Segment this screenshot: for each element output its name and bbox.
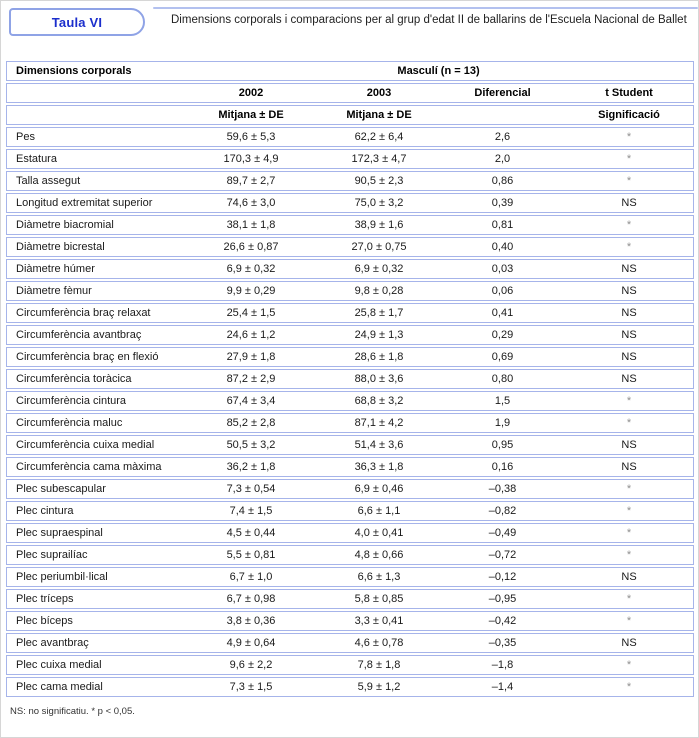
value-diferencial: 0,81 xyxy=(440,215,565,235)
value-significacio: * xyxy=(565,611,694,631)
value-2003: 6,9 ± 0,32 xyxy=(318,259,440,279)
table-caption: Dimensions corporals i comparacions per al grup d'edat II de ballarins de l'Escuela Nacional de Ballet xyxy=(171,14,687,26)
value-diferencial: –0,95 xyxy=(440,589,565,609)
value-2002: 26,6 ± 0,87 xyxy=(184,237,318,257)
value-2003: 36,3 ± 1,8 xyxy=(318,457,440,477)
value-2003: 5,9 ± 1,2 xyxy=(318,677,440,697)
value-2003: 172,3 ± 4,7 xyxy=(318,149,440,169)
value-2002: 7,3 ± 1,5 xyxy=(184,677,318,697)
value-2003: 68,8 ± 3,2 xyxy=(318,391,440,411)
value-2003: 62,2 ± 6,4 xyxy=(318,127,440,147)
value-2002: 89,7 ± 2,7 xyxy=(184,171,318,191)
value-diferencial: 1,5 xyxy=(440,391,565,411)
value-2003: 3,3 ± 0,41 xyxy=(318,611,440,631)
value-significacio: NS xyxy=(565,281,694,301)
value-2003: 6,9 ± 0,46 xyxy=(318,479,440,499)
value-2002: 170,3 ± 4,9 xyxy=(184,149,318,169)
table-row xyxy=(6,479,694,499)
value-2003: 4,6 ± 0,78 xyxy=(318,633,440,653)
value-2002: 25,4 ± 1,5 xyxy=(184,303,318,323)
value-2002: 36,2 ± 1,8 xyxy=(184,457,318,477)
value-significacio: * xyxy=(565,479,694,499)
dimension-label: Talla assegut xyxy=(6,171,184,191)
value-significacio: * xyxy=(565,413,694,433)
value-significacio: * xyxy=(565,127,694,147)
table-row xyxy=(6,523,694,543)
dimension-label: Diàmetre biacromial xyxy=(6,215,184,235)
value-significacio: * xyxy=(565,677,694,697)
year-header-row xyxy=(6,83,694,103)
value-2003: 4,0 ± 0,41 xyxy=(318,523,440,543)
value-diferencial: 0,39 xyxy=(440,193,565,213)
value-diferencial: 0,86 xyxy=(440,171,565,191)
value-2002: 87,2 ± 2,9 xyxy=(184,369,318,389)
dimension-label: Plec periumbil·lical xyxy=(6,567,184,587)
value-2002: 85,2 ± 2,8 xyxy=(184,413,318,433)
value-diferencial: 0,69 xyxy=(440,347,565,367)
table-row xyxy=(6,391,694,411)
table-row xyxy=(6,347,694,367)
significacio-header: Significació xyxy=(565,105,694,125)
dimension-label: Diàmetre bicrestal xyxy=(6,237,184,257)
value-2003: 4,8 ± 0,66 xyxy=(318,545,440,565)
value-2003: 24,9 ± 1,3 xyxy=(318,325,440,345)
dimension-label: Diàmetre fèmur xyxy=(6,281,184,301)
value-2002: 6,9 ± 0,32 xyxy=(184,259,318,279)
caption-rule xyxy=(153,7,698,9)
value-2003: 27,0 ± 0,75 xyxy=(318,237,440,257)
value-2003: 7,8 ± 1,8 xyxy=(318,655,440,675)
value-2003: 38,9 ± 1,6 xyxy=(318,215,440,235)
year-2002-header: 2002 xyxy=(184,83,318,103)
value-2003: 51,4 ± 3,6 xyxy=(318,435,440,455)
group-header-row xyxy=(6,61,694,81)
value-diferencial: –1,4 xyxy=(440,677,565,697)
group-header: Masculí (n = 13) xyxy=(184,61,694,81)
value-significacio: NS xyxy=(565,347,694,367)
value-2002: 7,3 ± 0,54 xyxy=(184,479,318,499)
dimension-label: Plec cintura xyxy=(6,501,184,521)
mitjana-de-2002: Mitjana ± DE xyxy=(184,105,318,125)
value-2003: 6,6 ± 1,1 xyxy=(318,501,440,521)
table-row xyxy=(6,611,694,631)
dimension-label: Circumferència cama màxima xyxy=(6,457,184,477)
table-row xyxy=(6,149,694,169)
table-row xyxy=(6,545,694,565)
empty-cell xyxy=(440,105,565,125)
value-diferencial: 0,80 xyxy=(440,369,565,389)
dimension-label: Plec suprailíac xyxy=(6,545,184,565)
table-row xyxy=(6,677,694,697)
dimension-label: Plec cama medial xyxy=(6,677,184,697)
value-diferencial: –0,42 xyxy=(440,611,565,631)
value-diferencial: –0,49 xyxy=(440,523,565,543)
dimension-label: Circumferència maluc xyxy=(6,413,184,433)
table-row xyxy=(6,501,694,521)
value-significacio: * xyxy=(565,171,694,191)
value-significacio: NS xyxy=(565,325,694,345)
value-significacio: * xyxy=(565,589,694,609)
value-2002: 6,7 ± 1,0 xyxy=(184,567,318,587)
value-significacio: NS xyxy=(565,369,694,389)
table-row xyxy=(6,237,694,257)
caption-bar xyxy=(1,1,698,59)
table-head xyxy=(6,61,694,125)
value-2003: 87,1 ± 4,2 xyxy=(318,413,440,433)
table-row xyxy=(6,589,694,609)
dimension-label: Circumferència toràcica xyxy=(6,369,184,389)
value-2002: 59,6 ± 5,3 xyxy=(184,127,318,147)
table-tag-pill: Taula VI xyxy=(9,8,145,36)
value-2002: 9,6 ± 2,2 xyxy=(184,655,318,675)
table-row xyxy=(6,369,694,389)
dimension-label: Pes xyxy=(6,127,184,147)
empty-cell xyxy=(6,105,184,125)
value-diferencial: –0,72 xyxy=(440,545,565,565)
value-2003: 6,6 ± 1,3 xyxy=(318,567,440,587)
dimension-label: Circumferència avantbraç xyxy=(6,325,184,345)
value-significacio: NS xyxy=(565,193,694,213)
value-diferencial: 2,6 xyxy=(440,127,565,147)
value-significacio: NS xyxy=(565,457,694,477)
table-row xyxy=(6,413,694,433)
table-row xyxy=(6,303,694,323)
value-diferencial: –0,82 xyxy=(440,501,565,521)
dimension-label: Plec bíceps xyxy=(6,611,184,631)
value-significacio: * xyxy=(565,215,694,235)
table-row xyxy=(6,281,694,301)
value-significacio: * xyxy=(565,545,694,565)
value-diferencial: 0,03 xyxy=(440,259,565,279)
subheader-row xyxy=(6,105,694,125)
dimension-label: Circumferència braç relaxat xyxy=(6,303,184,323)
value-significacio: * xyxy=(565,655,694,675)
value-significacio: NS xyxy=(565,633,694,653)
dimension-label: Plec tríceps xyxy=(6,589,184,609)
value-2002: 9,9 ± 0,29 xyxy=(184,281,318,301)
table-row xyxy=(6,193,694,213)
table-row xyxy=(6,215,694,235)
dimension-label: Estatura xyxy=(6,149,184,169)
value-diferencial: –1,8 xyxy=(440,655,565,675)
value-2002: 7,4 ± 1,5 xyxy=(184,501,318,521)
value-diferencial: –0,38 xyxy=(440,479,565,499)
value-significacio: NS xyxy=(565,567,694,587)
value-2002: 38,1 ± 1,8 xyxy=(184,215,318,235)
value-significacio: * xyxy=(565,149,694,169)
mitjana-de-2003: Mitjana ± DE xyxy=(318,105,440,125)
value-2002: 5,5 ± 0,81 xyxy=(184,545,318,565)
dimension-label: Longitud extremitat superior xyxy=(6,193,184,213)
table-row xyxy=(6,325,694,345)
value-2002: 74,6 ± 3,0 xyxy=(184,193,318,213)
value-diferencial: –0,35 xyxy=(440,633,565,653)
value-2002: 24,6 ± 1,2 xyxy=(184,325,318,345)
value-diferencial: 0,40 xyxy=(440,237,565,257)
value-2002: 4,9 ± 0,64 xyxy=(184,633,318,653)
value-2003: 88,0 ± 3,6 xyxy=(318,369,440,389)
value-2002: 4,5 ± 0,44 xyxy=(184,523,318,543)
dimension-label: Diàmetre húmer xyxy=(6,259,184,279)
value-diferencial: 2,0 xyxy=(440,149,565,169)
table-row xyxy=(6,259,694,279)
value-2003: 5,8 ± 0,85 xyxy=(318,589,440,609)
value-significacio: * xyxy=(565,237,694,257)
value-significacio: * xyxy=(565,501,694,521)
table-row xyxy=(6,171,694,191)
value-significacio: NS xyxy=(565,303,694,323)
tstudent-header: t Student xyxy=(565,83,694,103)
value-diferencial: 0,41 xyxy=(440,303,565,323)
dimension-label: Plec cuixa medial xyxy=(6,655,184,675)
value-significacio: * xyxy=(565,523,694,543)
value-diferencial: 0,06 xyxy=(440,281,565,301)
value-diferencial: 0,95 xyxy=(440,435,565,455)
dimension-label: Plec subescapular xyxy=(6,479,184,499)
table-body xyxy=(6,127,694,697)
value-2003: 75,0 ± 3,2 xyxy=(318,193,440,213)
value-2003: 25,8 ± 1,7 xyxy=(318,303,440,323)
dimensions-table xyxy=(6,59,694,699)
value-diferencial: 0,16 xyxy=(440,457,565,477)
table-row xyxy=(6,127,694,147)
value-significacio: NS xyxy=(565,259,694,279)
value-2003: 28,6 ± 1,8 xyxy=(318,347,440,367)
value-2002: 27,9 ± 1,8 xyxy=(184,347,318,367)
dimension-label: Circumferència cuixa medial xyxy=(6,435,184,455)
table-row xyxy=(6,633,694,653)
dimension-label: Circumferència braç en flexió xyxy=(6,347,184,367)
value-diferencial: 0,29 xyxy=(440,325,565,345)
value-2002: 50,5 ± 3,2 xyxy=(184,435,318,455)
value-2002: 67,4 ± 3,4 xyxy=(184,391,318,411)
year-2003-header: 2003 xyxy=(318,83,440,103)
table-row xyxy=(6,435,694,455)
value-2002: 6,7 ± 0,98 xyxy=(184,589,318,609)
table-row xyxy=(6,655,694,675)
table-row xyxy=(6,567,694,587)
dimension-label: Circumferència cintura xyxy=(6,391,184,411)
value-2002: 3,8 ± 0,36 xyxy=(184,611,318,631)
empty-cell xyxy=(6,83,184,103)
dimension-label: Plec avantbraç xyxy=(6,633,184,653)
col1-header: Dimensions corporals xyxy=(6,61,184,81)
table-row xyxy=(6,457,694,477)
value-2003: 9,8 ± 0,28 xyxy=(318,281,440,301)
value-significacio: NS xyxy=(565,435,694,455)
value-2003: 90,5 ± 2,3 xyxy=(318,171,440,191)
diferencial-header: Diferencial xyxy=(440,83,565,103)
footnote: NS: no significatiu. * p < 0,05. xyxy=(10,706,135,717)
value-diferencial: 1,9 xyxy=(440,413,565,433)
value-significacio: * xyxy=(565,391,694,411)
value-diferencial: –0,12 xyxy=(440,567,565,587)
dimension-label: Plec supraespinal xyxy=(6,523,184,543)
